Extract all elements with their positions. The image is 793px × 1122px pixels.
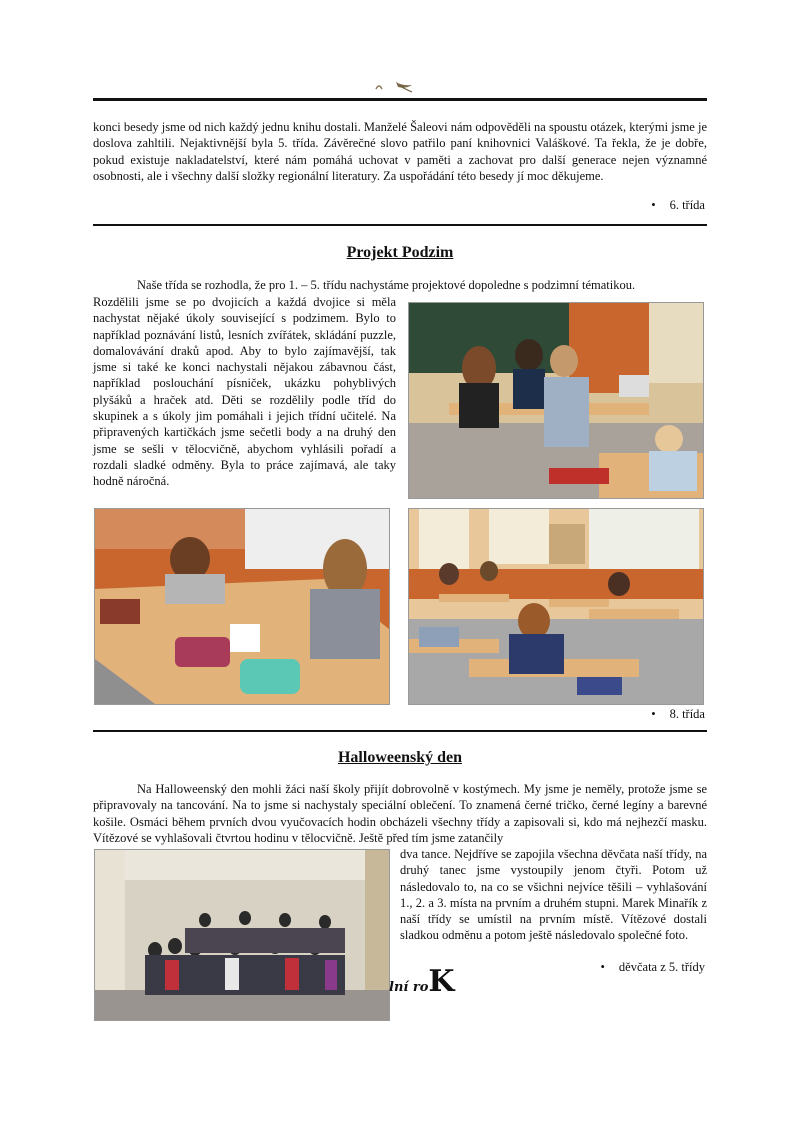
podzim-author: • 8. třída xyxy=(651,707,705,722)
photo-podzim-desks xyxy=(408,508,704,705)
intro-paragraph: konci besedy jsme od nich každý jednu knihu dostali. Manželé Šaleovi nám odpověděli na spoustu otázek, kterými jsme je doslova zahltili. Nejaktivnější byla 5. třída. Závěrečné slovo patřilo paní knihovnici Valáškové. Ta řekla, že je dobře, pokud existuje nakladatelství, které nám pomáhá uchovat v paměti a zachovat pro další generace nejen významné osobnosti, ale i všechny další složky regionální literatury. Za uspořádání této besedy jí moc děkujeme. xyxy=(93,120,707,183)
footer-logo-big: K xyxy=(428,964,455,999)
photo-podzim-classroom xyxy=(408,302,704,499)
footer-logo-small: lní ro xyxy=(389,980,429,995)
intro-author: • 6. třída xyxy=(651,198,705,213)
section-divider-2 xyxy=(93,730,707,732)
podzim-body: Rozdělili jsme se po dvojicích a každá dvojice si měla nachystat nějaké úkoly související s podzimem. Bylo to například poznávání listů, lesních zvířátek, skládání puzzle, domalovávání draků apod. Aby to bylo zajímavější, tak jsme si také ke konci nachystali nějakou zábavnou část, například poslouchání písniček, ukázku pohyblivých plyšáků a hraček atd. Děti se rozdělily podle tříd do skupinek a s úkoly jim pomáhali i jejich třídní učitelé. Na připravených kartičkách jsme sečetli body a na druhý den jsme se sešli v tělocvičně, abychom vyhlásili pořadí a rozdali sladké odměny. Byla to práce zajímavá, ale taky hodně náročná. xyxy=(93,295,396,489)
photo-podzim-writing xyxy=(94,508,390,705)
halloween-title: Halloweenský den xyxy=(337,749,462,766)
top-thick-rule xyxy=(93,98,707,101)
podzim-lead: Naše třída se rozhodla, že pro 1. – 5. třídu nachystáme projektové dopoledne s podzimní tématikou. xyxy=(137,278,636,292)
podzim-title: Projekt Podzim xyxy=(346,244,454,261)
section-divider-1 xyxy=(93,224,707,226)
halloween-lead: Na Halloweenský den mohli žáci naší školy přijít dobrovolně v kostýmech. My jsme je neměly, protože jsme se připravovaly na tancování. Na to jsme si nachystaly speciální oblečení. To znamená černé tričko, černé legíny a barevné košile. Osmáci během prvních dvou vyučovacích hodin obcházeli všechny třídy a zapisovali si, kdo má nejhezčí masku. Vítězové se vyhlašovali čtvrtou hodinu v tělocvičně. Ještě před tím jsme zatančily xyxy=(93,782,707,845)
footer-logo xyxy=(389,964,454,999)
halloween-body: dva tance. Nejdříve se zapojila všechna děvčata naší třídy, na druhý tanec jsme vystoupily jenom čtyři. Potom už následovalo to, na co se všichni nejvíce těšili – vyhlašování 1., 2. a 3. místa na prvním a druhém stupni. Marek Minařík z naší třídy se umístil na prvním místě. Vítězové dostali sladkou odměnu a potom ještě následovalo společné foto. xyxy=(400,847,707,943)
halloween-author: • děvčata z 5. třídy xyxy=(601,960,705,975)
decorative-ornament-icon xyxy=(372,80,420,94)
photo-halloween-group xyxy=(94,849,390,1021)
